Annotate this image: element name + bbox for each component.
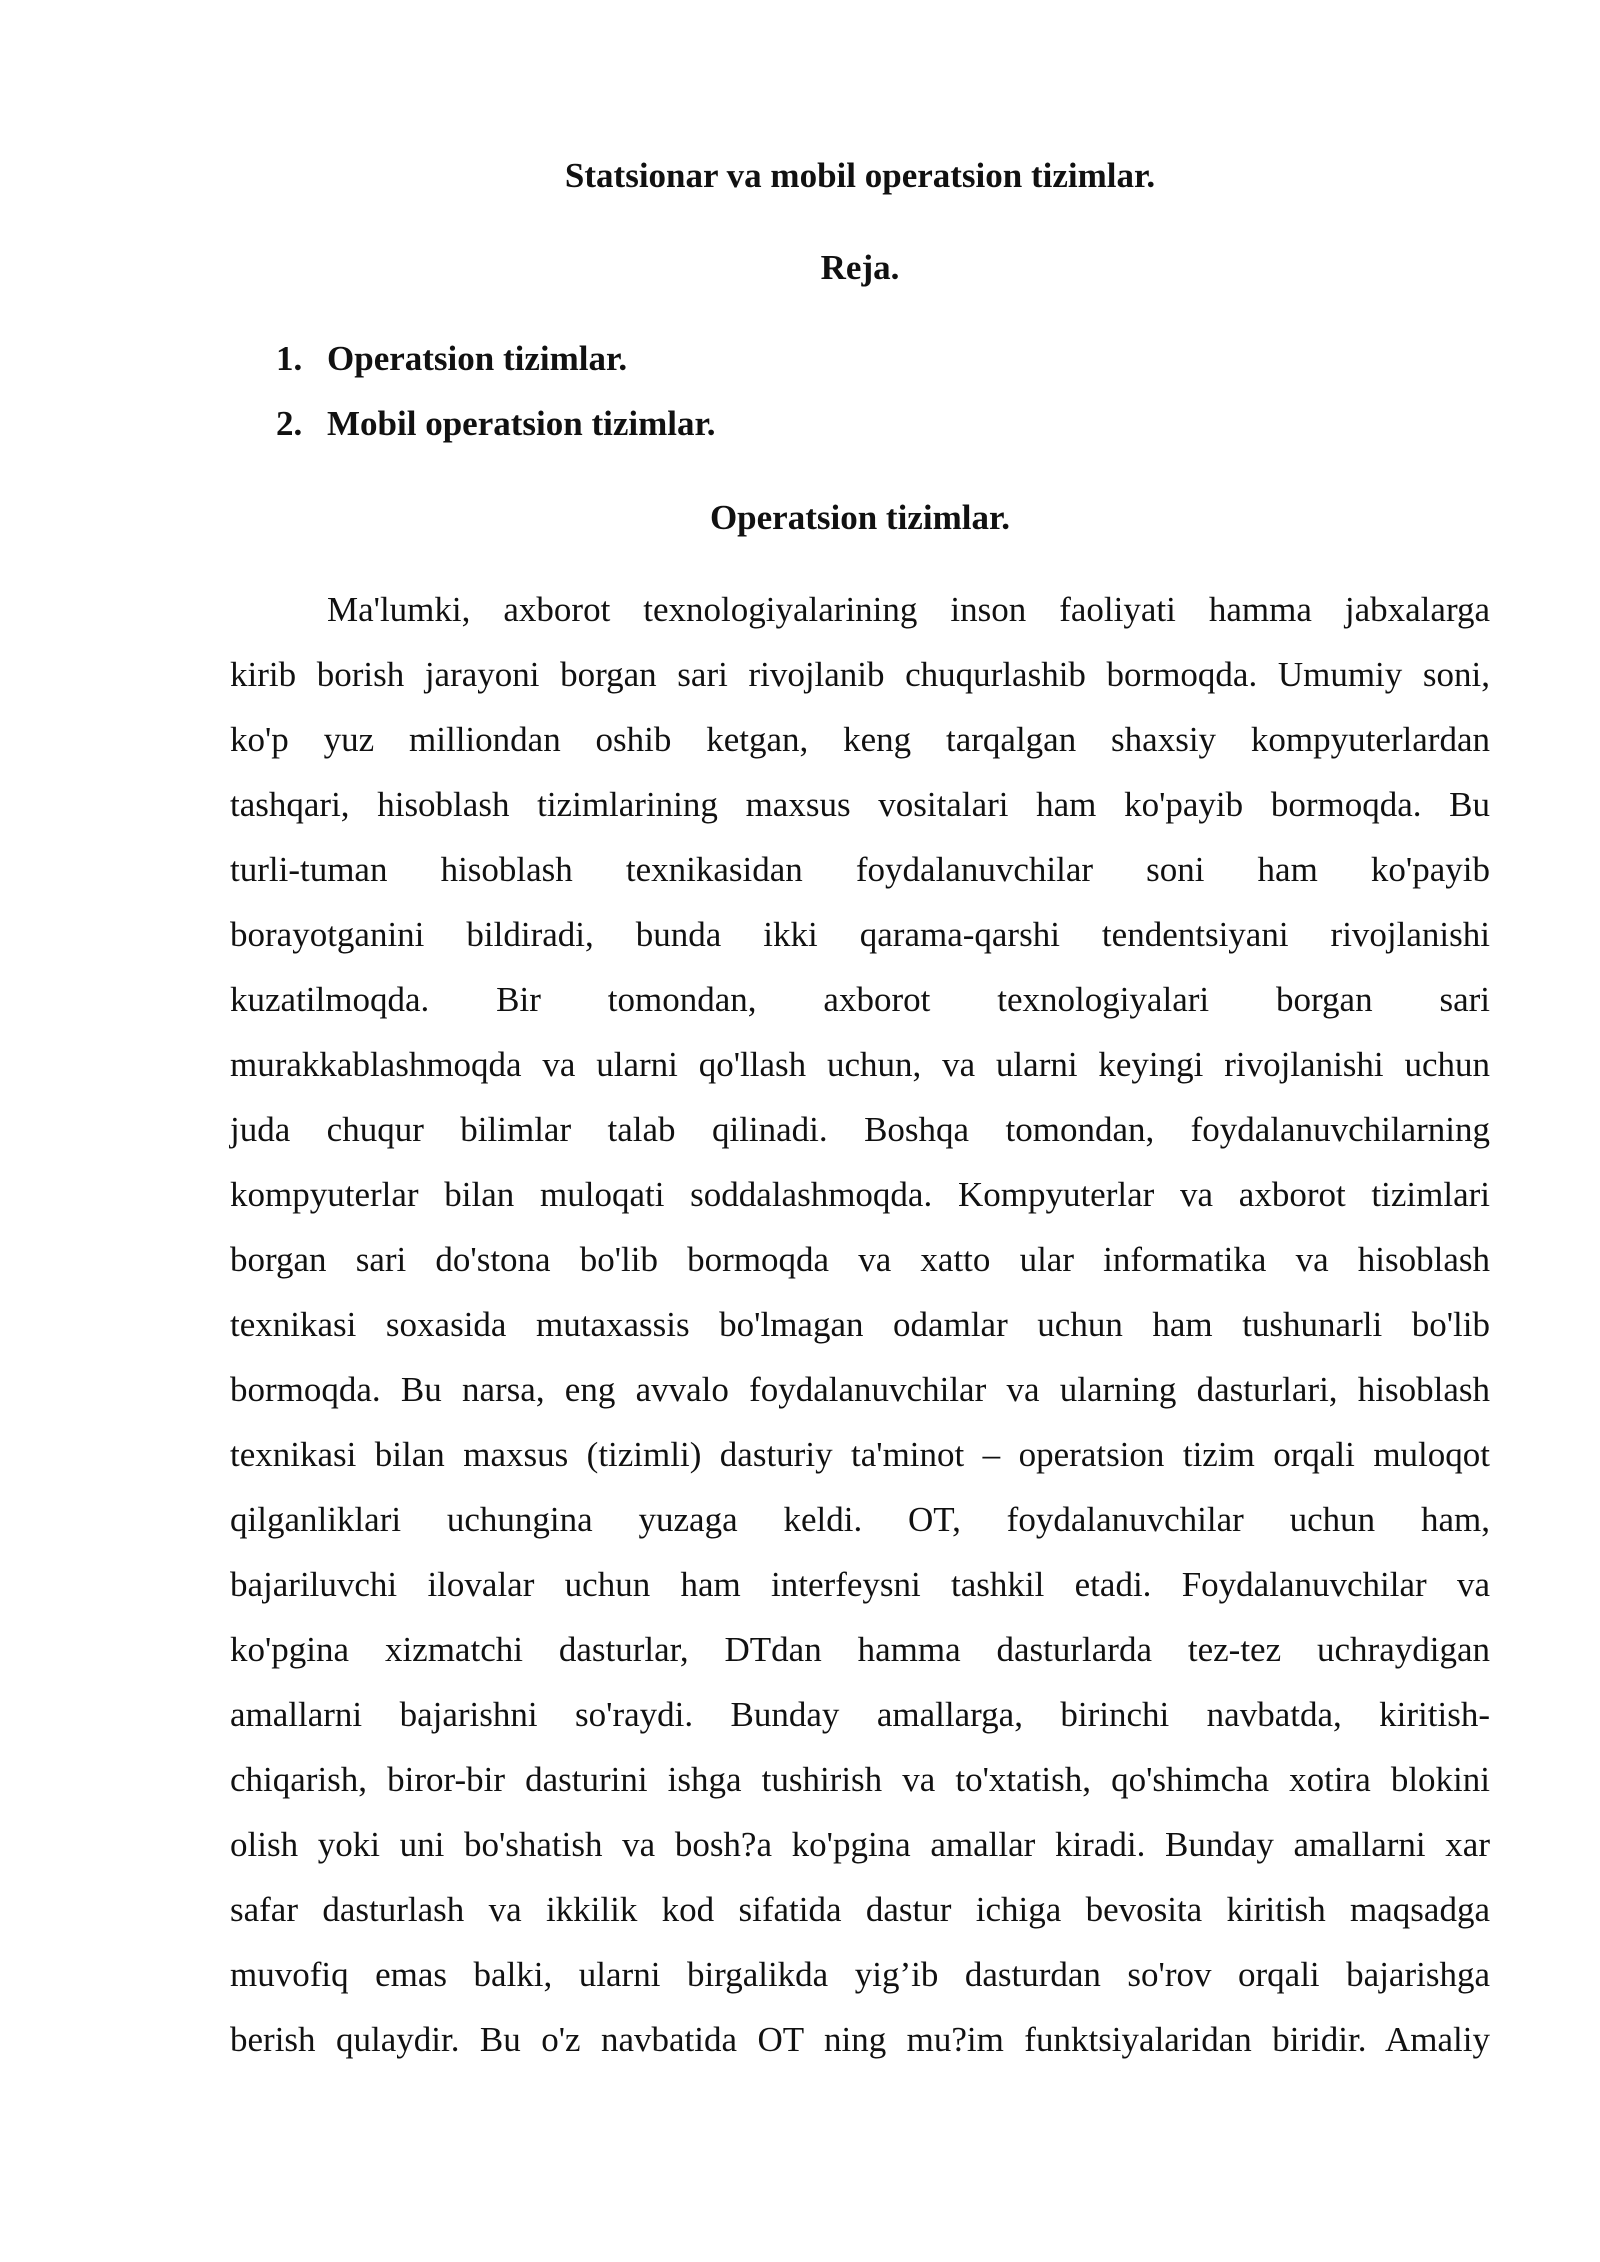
paragraph-line: kirib borish jarayoni borgan sari rivojlanib chuqurlashib bormoqda. Umumiy soni,	[230, 655, 1490, 694]
document-title: Statsionar va mobil operatsion tizimlar.	[564, 156, 1156, 195]
plan-heading: Reja.	[820, 248, 900, 287]
paragraph-line: texnikasi bilan maxsus (tizimli) dasturiy ta'minot – operatsion tizim orqali muloqot	[230, 1435, 1490, 1474]
plan-item-number: 2.	[276, 404, 303, 443]
plan-list	[276, 337, 716, 467]
paragraph-line: murakkablashmoqda va ularni qo'llash uchun, va ularni keyingi rivojlanishi uchun	[230, 1045, 1490, 1084]
paragraph-line: texnikasi soxasida mutaxassis bo'lmagan odamlar uchun ham tushunarli bo'lib	[230, 1305, 1490, 1344]
paragraph-line: olish yoki uni bo'shatish va bosh?a ko'pgina amallar kiradi. Bunday amallarni xar	[230, 1825, 1490, 1864]
paragraph-line: borayotganini bildiradi, bunda ikki qarama-qarshi tendentsiyani rivojlanishi	[230, 915, 1490, 954]
plan-item	[276, 402, 716, 467]
body-paragraph	[230, 588, 1490, 2083]
paragraph-line: kompyuterlar bilan muloqati soddalashmoqda. Kompyuterlar va axborot tizimlari	[230, 1175, 1490, 1214]
paragraph-line: safar dasturlash va ikkilik kod sifatida dastur ichiga bevosita kiritish maqsadga	[230, 1890, 1490, 1929]
paragraph-line: ko'pgina xizmatchi dasturlar, DTdan hamma dasturlarda tez-tez uchraydigan	[230, 1630, 1490, 1669]
section-heading: Operatsion tizimlar.	[709, 498, 1011, 537]
paragraph-line: Ma'lumki, axborot texnologiyalarining inson faoliyati hamma jabxalarga	[327, 590, 1490, 629]
paragraph-line: qilganliklari uchungina yuzaga keldi. OT, foydalanuvchilar uchun ham,	[230, 1500, 1490, 1539]
paragraph-line: turli-tuman hisoblash texnikasidan foydalanuvchilar soni ham ko'payib	[230, 850, 1490, 889]
paragraph-line: tashqari, hisoblash tizimlarining maxsus vositalari ham ko'payib bormoqda. Bu	[230, 785, 1490, 824]
plan-item-text: Mobil operatsion tizimlar.	[327, 404, 716, 443]
paragraph-line: muvofiq emas balki, ularni birgalikda yig’ib dasturdan so'rov orqali bajarishga	[230, 1955, 1490, 1994]
paragraph-line: juda chuqur bilimlar talab qilinadi. Boshqa tomondan, foydalanuvchilarning	[230, 1110, 1490, 1149]
paragraph-line: chiqarish, biror-bir dasturini ishga tushirish va to'xtatish, qo'shimcha xotira blokini	[230, 1760, 1490, 1799]
paragraph-line: ko'p yuz milliondan oshib ketgan, keng tarqalgan shaxsiy kompyuterlardan	[230, 720, 1490, 759]
plan-item-number: 1.	[276, 339, 303, 378]
paragraph-line: amallarni bajarishni so'raydi. Bunday amallarga, birinchi navbatda, kiritish-	[230, 1695, 1490, 1734]
paragraph-line: bajariluvchi ilovalar uchun ham interfeysni tashkil etadi. Foydalanuvchilar va	[230, 1565, 1490, 1604]
paragraph-line: bormoqda. Bu narsa, eng avvalo foydalanuvchilar va ularning dasturlari, hisoblash	[230, 1370, 1490, 1409]
paragraph-line: kuzatilmoqda. Bir tomondan, axborot texnologiyalari borgan sari	[230, 980, 1490, 1019]
paragraph-line: berish qulaydir. Bu o'z navbatida OT ning mu?im funktsiyalaridan biridir. Amaliy	[230, 2020, 1490, 2059]
plan-item-text: Operatsion tizimlar.	[327, 339, 628, 378]
plan-item	[276, 337, 716, 402]
paragraph-line: borgan sari do'stona bo'lib bormoqda va xatto ular informatika va hisoblash	[230, 1240, 1490, 1279]
